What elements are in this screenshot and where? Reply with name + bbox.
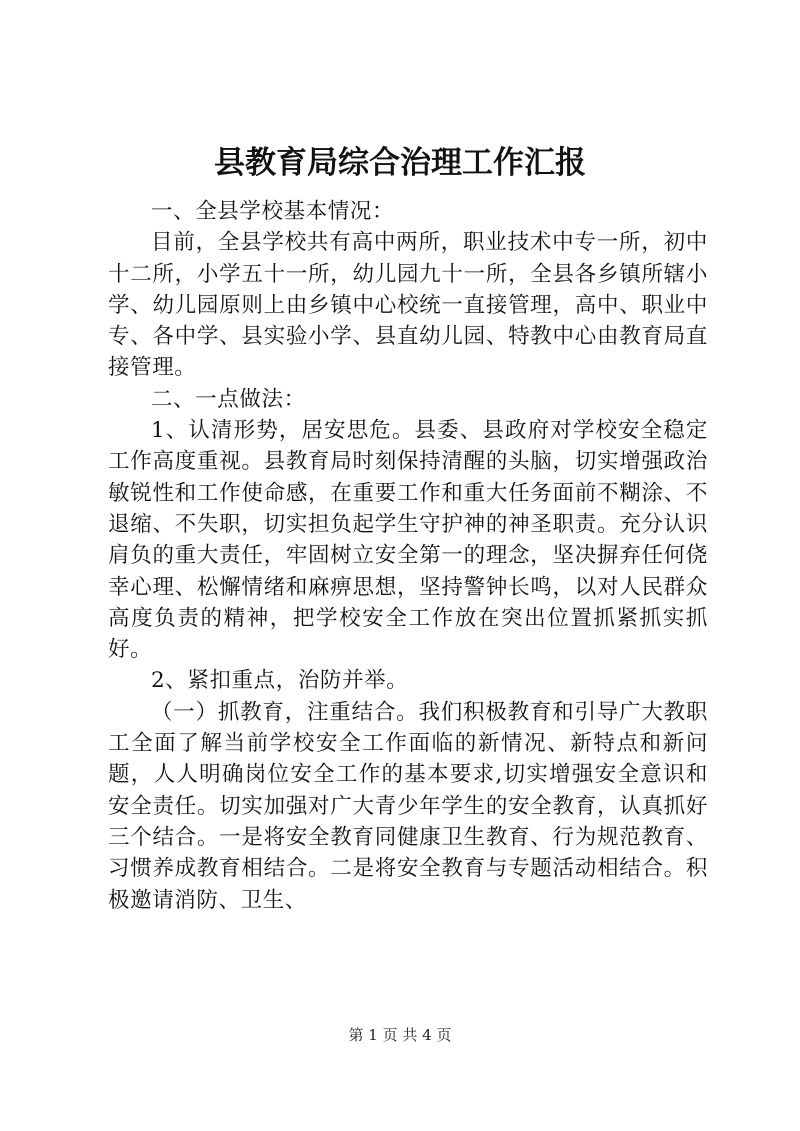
paragraph-section-heading-1: 一、全县学校基本情况： — [151, 199, 395, 224]
paragraph-subitem-1: （一）抓教育，注重结合。我们积极教育和引导广大教职工全面了解当前学校安全工作面临的新情况、新特点和新问题，人人明确岗位安全工作的基本要求,切实增强安全意识和安全责任。切实加强对广大青少年学生的安全教育，认真抓好三个结合。一是将安全教育同健康卫生教育、行为规范教育、习惯养成教育相结合。二是将安全教育与专题活动相结合。积极邀请消防、卫生、 — [108, 699, 708, 913]
paragraph-section-heading-2: 二、一点做法： — [151, 386, 306, 412]
paragraph-item-1: 1、认清形势，居安思危。县委、县政府对学校安全稳定工作高度重视。县教育局时刻保持清醒的头脑，切实增强政治敏锐性和工作使命感，在重要工作和重大任务面前不糊涂、不退缩、不失职，切实担负起学生守护神的神圣职责。充分认识肩负的重大责任，牢固树立安全第一的理念，坚决摒弃任何侥幸心理、松懈情绪和麻痹思想，坚持警钟长鸣，以对人民群众高度负责的精神，把学校安全工作放在突出位置抓紧抓实抓好。 — [108, 418, 708, 663]
page-number-footer: 第 1 页 共 4 页 — [348, 1026, 452, 1044]
paragraph-school-overview: 目前，全县学校共有高中两所，职业技术中专一所，初中十二所，小学五十一所，幼儿园九十一所，全县各乡镇所辖小学、幼儿园原则上由乡镇中心校统一直接管理，高中、职业中专、各中学、县实验小学、县直幼儿园、特教中心由教育局直接管理。 — [108, 230, 708, 381]
paragraph-item-2: 2、紧扣重点，治防并举。 — [151, 668, 409, 694]
document-title: 县教育局综合治理工作汇报 — [214, 145, 586, 181]
document-body — [108, 196, 708, 916]
